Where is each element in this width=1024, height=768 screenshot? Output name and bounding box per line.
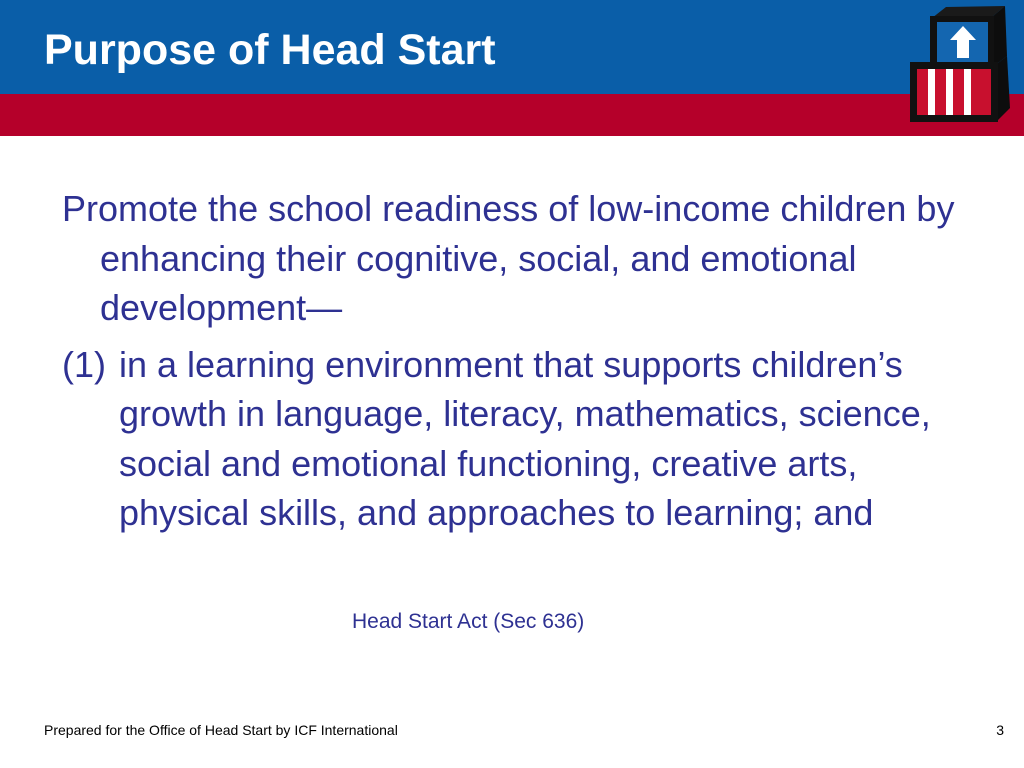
top-block-icon <box>930 6 1007 68</box>
footer-credit: Prepared for the Office of Head Start by ICF International <box>44 722 398 738</box>
citation: Head Start Act (Sec 636) <box>352 610 585 633</box>
slide-title: Purpose of Head Start <box>44 26 496 74</box>
intro-paragraph: Promote the school readiness of low-income children by enhancing their cognitive, social, and emotional development— <box>62 188 955 328</box>
slide-body <box>62 184 962 538</box>
item-number: (1) <box>62 343 106 385</box>
numbered-item <box>62 340 962 538</box>
head-start-blocks-logo-icon <box>906 4 1012 128</box>
page-number: 3 <box>996 722 1004 738</box>
item-text: in a learning environment that supports children’s growth in language, literacy, mathematics, science, social and emotional functioning, creative arts, physical skills, and approaches to learning; and <box>119 343 931 533</box>
bottom-block-icon <box>910 56 1010 122</box>
header-band-red <box>0 94 1024 136</box>
